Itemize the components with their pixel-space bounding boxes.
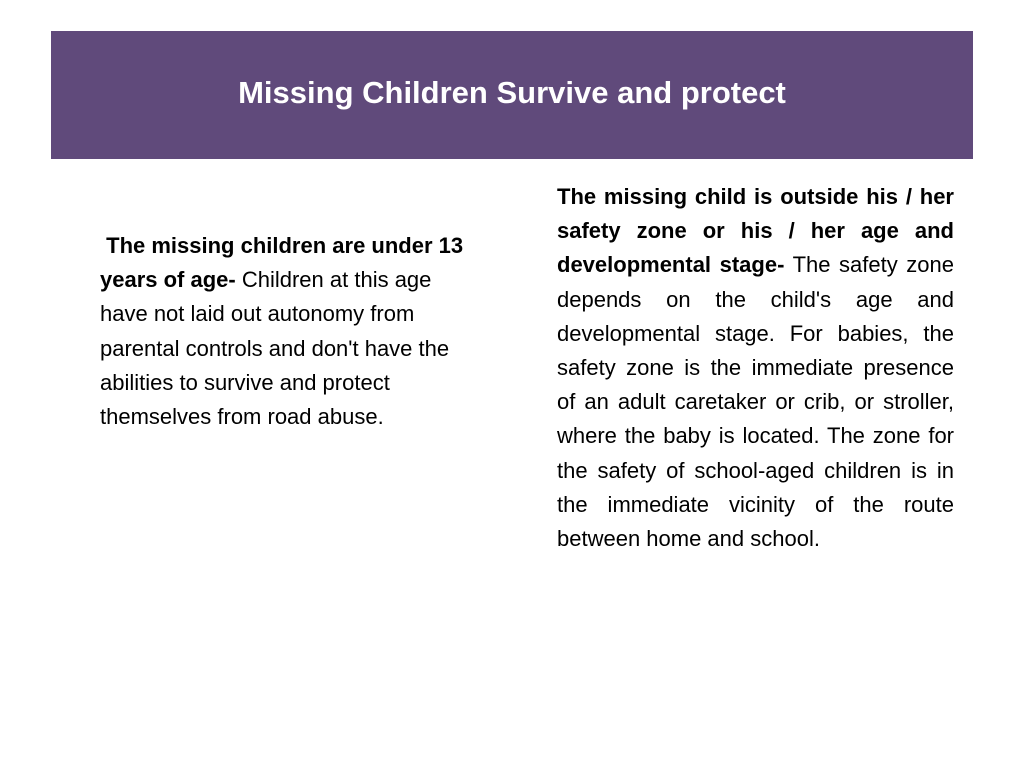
left-paragraph <box>100 229 482 434</box>
right-body-text: The safety zone depends on the child's age and developmental stage. For babies, the safety zone is the immediate presence of an adult caretaker or crib, or stroller, where the baby is located. The zone for the safety of school-aged children is in the immediate vicinity of the route between home and school. <box>557 252 955 552</box>
right-text-column <box>557 180 954 556</box>
left-text-column <box>100 229 482 434</box>
slide-title: Missing Children Survive and protect <box>238 75 786 110</box>
left-body-text: Children at this age have not laid out autonomy from parental controls and don't have the abilities to survive and protect themselves from road abuse. <box>100 267 450 430</box>
right-lead-text: The missing child is outside his / her safety zone or his / her age and developmental stage- <box>557 184 954 278</box>
right-paragraph <box>557 180 954 556</box>
left-lead-text: The missing children are under 13 years of age- <box>100 233 464 293</box>
title-bar <box>51 31 973 159</box>
